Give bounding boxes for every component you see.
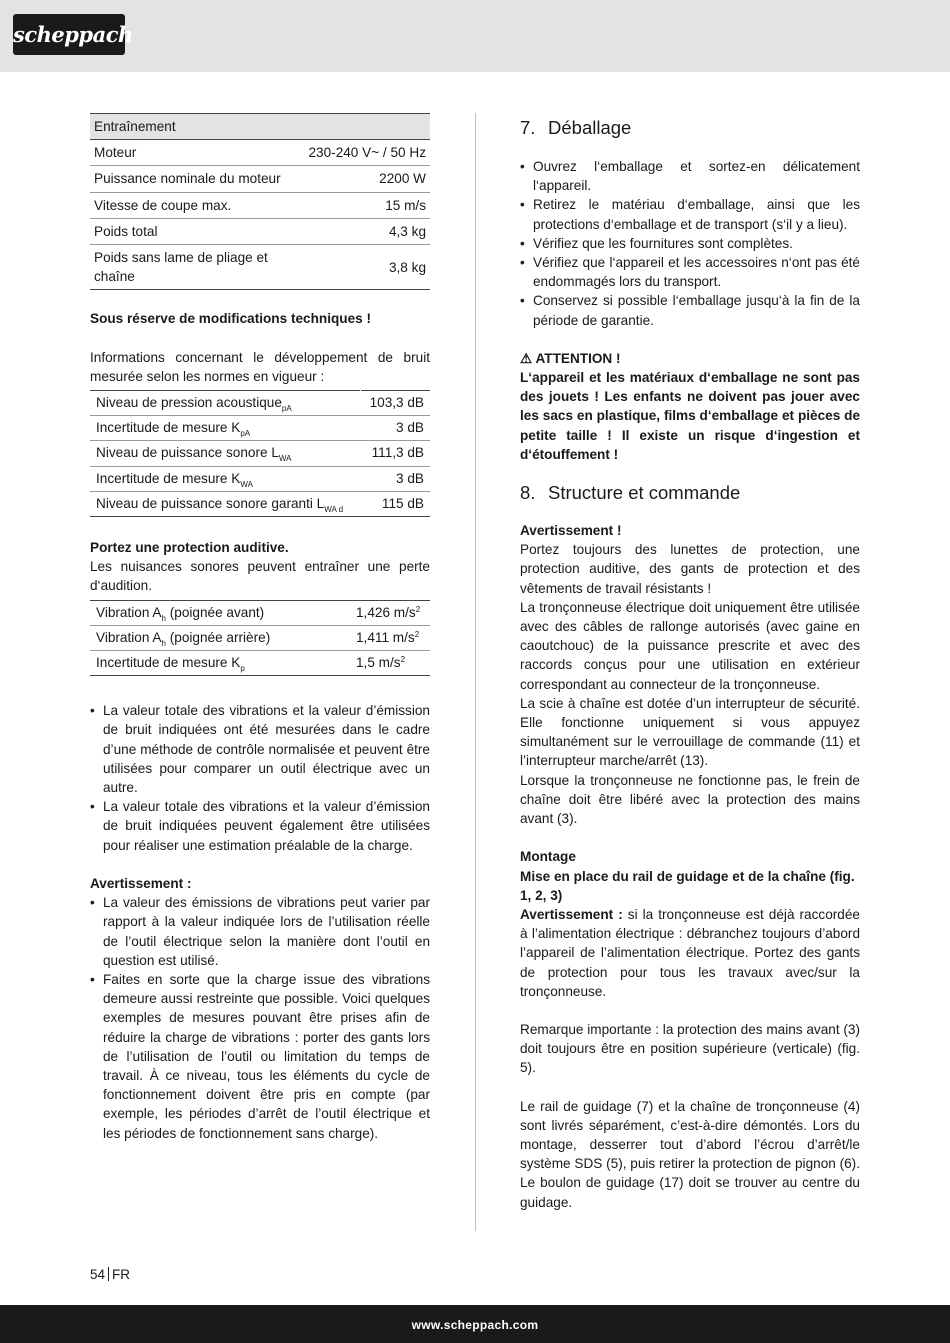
warn8-paragraph: Portez toujours des lunettes de protection, une protection auditive, des gants de protection et des vêtements de travail résistants ! xyxy=(520,542,860,596)
vibration-label: Vibration $A_h$ (poignée arrière) xyxy=(90,625,350,650)
noise-label: Incertitude de mesure $K_{WA}$ xyxy=(90,466,360,491)
list-item: • Conservez si possible l‘emballage jusqu‘à la fin de la période de garantie. xyxy=(520,291,860,329)
table-row xyxy=(90,245,430,290)
warn8-paragraph: Lorsque la tronçonneuse ne fonctionne pas, le frein de chaîne doit être libéré avec la protection des mains avant (3). xyxy=(520,772,860,827)
warn8-heading: Avertissement ! xyxy=(520,523,622,539)
header-bar xyxy=(0,0,950,72)
noise-table xyxy=(90,390,430,517)
spec-value: 3,8 kg xyxy=(290,245,430,290)
vibration-value: 1,5 $m/s^2$ xyxy=(350,651,430,676)
vibration-value: 1,426 $m/s^2$ xyxy=(350,600,430,625)
montage-heading: Montage xyxy=(520,849,576,865)
noise-value: 3 dB xyxy=(360,466,430,491)
table-row xyxy=(90,600,430,625)
table-row xyxy=(90,140,430,166)
table-row xyxy=(90,651,430,676)
spec-table xyxy=(90,113,430,290)
table-row xyxy=(90,625,430,650)
noise-intro: Informations concernant le développement de bruit mesurée selon les normes en vigueur : xyxy=(90,349,430,384)
remark-text: Remarque importante : la protection des mains avant (3) doit toujours être en position supérieure (verticale) (fig. 5). xyxy=(520,1021,861,1076)
table-row xyxy=(90,218,430,244)
left-column xyxy=(90,113,430,1143)
unpacking-bullets xyxy=(520,157,860,330)
list-item: • Ouvrez l‘emballage et sortez-en délicatement l‘appareil. xyxy=(520,157,860,195)
spec-header-cell: Entraînement xyxy=(90,114,430,140)
table-row xyxy=(90,166,430,192)
noise-label: Niveau de pression acoustique$_{pA}$ xyxy=(90,391,360,416)
list-item: • La valeur des émissions de vibrations peut varier par rapport à la valeur indiquée lors de l’utilisation réelle de l’outil électrique selon la manière dont l’outil en question est utilisé. xyxy=(90,893,430,970)
spec-label: Poids total xyxy=(90,218,290,244)
reserve-note: Sous réserve de modifications techniques ! xyxy=(90,311,372,327)
spec-value: 230-240 V~ / 50 Hz xyxy=(290,140,430,166)
table-row xyxy=(90,466,430,491)
spec-table-header xyxy=(90,114,430,140)
montage-warning: Avertissement : si la tronçonneuse est déjà raccordée à l’alimentation électrique : débranchez toujours d’abord l’appareil de l’alimentation électrique. Portez des gants de protection pour tous les travaux avec/sur la tronçonneuse. xyxy=(520,906,860,999)
spec-label: Vitesse de coupe max. xyxy=(90,192,290,218)
noise-value: 115 dB xyxy=(360,491,430,516)
warning-heading: Avertissement : xyxy=(90,875,192,891)
section-7-heading: 7. Déballage xyxy=(520,117,632,138)
noise-label: Incertitude de mesure $K_{pA}$ xyxy=(90,416,360,441)
noise-value: 3 dB xyxy=(360,416,430,441)
spec-label: Puissance nominale du moteur xyxy=(90,166,290,192)
noise-label: Niveau de puissance sonore garanti $L_{WA d}$ xyxy=(90,491,360,516)
spec-value: 4,3 kg xyxy=(290,218,430,244)
spec-value: 15 m/s xyxy=(290,192,430,218)
warning-triangle-icon: ⚠ xyxy=(520,350,533,366)
vibration-table xyxy=(90,600,430,677)
section-8-heading: 8. Structure et commande xyxy=(520,482,741,504)
table-row xyxy=(90,192,430,218)
hearing-text: Les nuisances sonores peuvent entraîner une perte d‘audition. xyxy=(90,559,430,594)
hearing-heading: Portez une protection auditive. xyxy=(90,540,289,556)
spec-value: 2200 W xyxy=(290,166,430,192)
table-row xyxy=(90,491,430,516)
vibration-value: 1,411 $m/s^2$ xyxy=(350,625,430,650)
list-item: • Faites en sorte que la charge issue des vibrations demeure aussi restreinte que possible. Voici quelques exemples de mesures pouvant être prises afin de réduire la charge de vibrations : porter des gants lors de l’utilisation de l’outil ou limitation du temps de travail. À ce niveau, tous les éléments du cycle de fonctionnement doivent être pris en compte (par exemple, les périodes d’arrêt de l’outil électrique et les périodes de fonctionnement sans charge). xyxy=(90,970,430,1143)
list-item: • Vérifiez que l‘appareil et les accessoires n‘ont pas été endommagés lors du transport. xyxy=(520,253,860,291)
scheppach-logo: scheppach xyxy=(13,14,125,55)
warning-bullets xyxy=(90,893,430,1143)
list-item: • La valeur totale des vibrations et la valeur d’émission de bruit indiquées peuvent également être utilisées pour réaliser une estimation préalable de la charge. xyxy=(90,797,430,855)
spec-label: Moteur xyxy=(90,140,290,166)
table-row xyxy=(90,391,430,416)
emission-bullets xyxy=(90,701,430,855)
table-row xyxy=(90,416,430,441)
warn8-paragraph: La scie à chaîne est dotée d’un interrupteur de sécurité. Elle fonctionne uniquement si vous appuyez simultanément sur le verrouillage de commande (11) et l’interrupteur marche/arrêt (13). xyxy=(520,695,860,769)
vibration-label: Incertitude de mesure $K_p$ xyxy=(90,651,350,676)
list-item: • La valeur totale des vibrations et la valeur d’émission de bruit indiquées ont été mesurées dans le cadre d’une méthode de contrôle normalisée et peuvent être utilisées pour comparer un outil électrique avec un autre. xyxy=(90,701,430,797)
noise-value: 111,3 dB xyxy=(360,441,430,466)
noise-value: 103,3 dB xyxy=(360,391,430,416)
right-column xyxy=(520,113,860,1212)
attention-text: L‘appareil et les matériaux d‘emballage ne sont pas des jouets ! Les enfants ne doivent pas jouer avec les sacs en plastique, films d‘emballage et pièces de petite taille ! Il existe un risque d‘ingestion et d‘étouffement ! xyxy=(520,370,860,462)
website-link[interactable]: www.scheppach.com xyxy=(411,1318,539,1332)
rail-text: Le rail de guidage (7) et la chaîne de tronçonneuse (4) sont livrés séparément, c’est-à-dire démontés. Lors du montage, desserrer tout d’abord l’écrou d’arrêt/le système SDS (5), puis retirer la protection de pignon (6). Le boulon de guidage (17) doit se trouver au centre du guidage. xyxy=(520,1098,860,1210)
column-divider xyxy=(475,113,476,1231)
montage-subheading: Mise en place du rail de guidage et de la chaîne (fig. 1, 2, 3) xyxy=(520,868,855,903)
list-item: • Vérifiez que les fournitures sont complètes. xyxy=(520,234,860,253)
page-number: 54 FR xyxy=(90,1267,131,1282)
spec-label: Poids sans lame de pliage et chaîne xyxy=(90,245,290,290)
list-item: • Retirez le matériau d‘emballage, ainsi que les protections d‘emballage et de transport (s‘il y a lieu). xyxy=(520,195,860,233)
noise-label: Niveau de puissance sonore $L_{WA}$ xyxy=(90,441,360,466)
warn8-paragraph: La tronçonneuse électrique doit uniquement être utilisée avec des câbles de rallonge autorisés (avec gaine en caoutchouc) de la puissance prescrite et avec des raccords conçus pour une utilisation en extérieur correspondant au connecteur de la tronçonneuse. xyxy=(520,599,860,692)
table-row xyxy=(90,441,430,466)
footer-bar xyxy=(0,1305,950,1343)
vibration-label: Vibration $A_h$ (poignée avant) xyxy=(90,600,350,625)
attention-heading: ⚠ ATTENTION ! xyxy=(520,350,621,366)
